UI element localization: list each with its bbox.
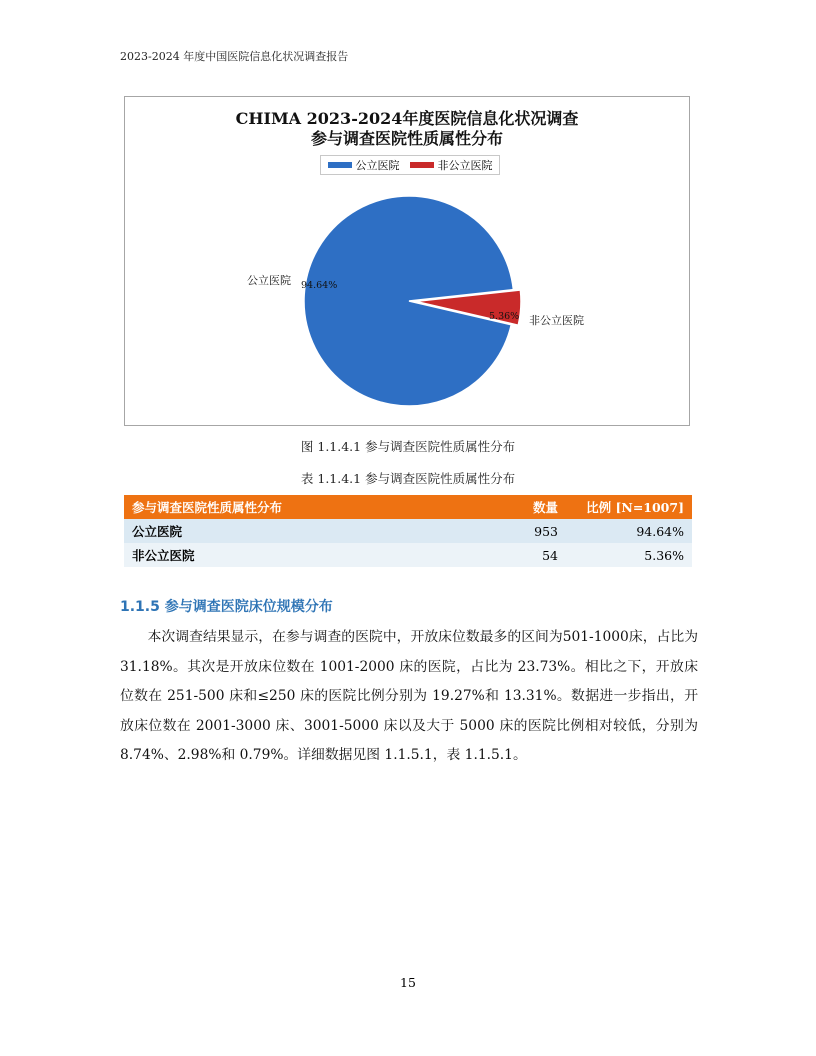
slice-value-label-private: 5.36% <box>489 311 520 322</box>
figure-caption: 图 1.1.4.1 参与调查医院性质属性分布 <box>300 439 516 454</box>
slice-name-label-private: 非公立医院 <box>529 314 584 327</box>
legend-label-private: 非公立医院 <box>437 159 493 172</box>
pie-plot <box>125 97 689 425</box>
table-cell-ratio: 94.64% <box>566 519 692 543</box>
pie-chart <box>124 96 690 426</box>
table-header-row <box>124 495 692 519</box>
table-cell-category: 公立医院 <box>124 519 440 543</box>
chart-subtitle: 参与调查医院性质属性分布 <box>310 129 503 148</box>
table-header-count: 数量 <box>440 495 566 519</box>
table-cell-count: 953 <box>440 519 566 543</box>
section-heading: 1.1.5 参与调查医院床位规模分布 <box>120 599 333 615</box>
body-paragraph <box>120 623 698 771</box>
table-header-category: 参与调查医院性质属性分布 <box>124 495 440 519</box>
data-table <box>124 495 692 567</box>
running-header: 2023-2024 年度中国医院信息化状况调查报告 <box>120 50 349 63</box>
slice-name-label-public: 公立医院 <box>247 274 291 287</box>
table-cell-ratio: 5.36% <box>566 543 692 567</box>
table-row <box>124 519 692 543</box>
table-cell-category: 非公立医院 <box>124 543 440 567</box>
table-header-ratio: 比例 [N=1007] <box>566 495 692 519</box>
table-row <box>124 543 692 567</box>
page-number: 15 <box>400 975 416 990</box>
chart-title: CHIMA 2023-2024年度医院信息化状况调查 <box>235 109 579 128</box>
table-caption: 表 1.1.4.1 参与调查医院性质属性分布 <box>300 471 516 486</box>
slice-value-label-public: 94.64% <box>301 280 338 291</box>
table-cell-count: 54 <box>440 543 566 567</box>
legend-label-public: 公立医院 <box>355 159 400 172</box>
paragraph-text: 本次调查结果显示，在参与调查的医院中，开放床位数最多的区间为501-1000床，占比为 31.18%。其次是开放床位数在 1001-2000 床的医院，占比为 23.73%。相比之下，开放床位数在 251-500 床和≤250 床的医院比例分别为 19.27%和 13.31%。数据进一步指出，开放床位数在 2001-3000 床、3001-5000 床以及大于 5000 床的医院比例相对较低，分别为 8.74%、2.98%和 0.79%。详细数据见图 1.1.5.1，表 1.1.5.1。 <box>120 629 698 763</box>
